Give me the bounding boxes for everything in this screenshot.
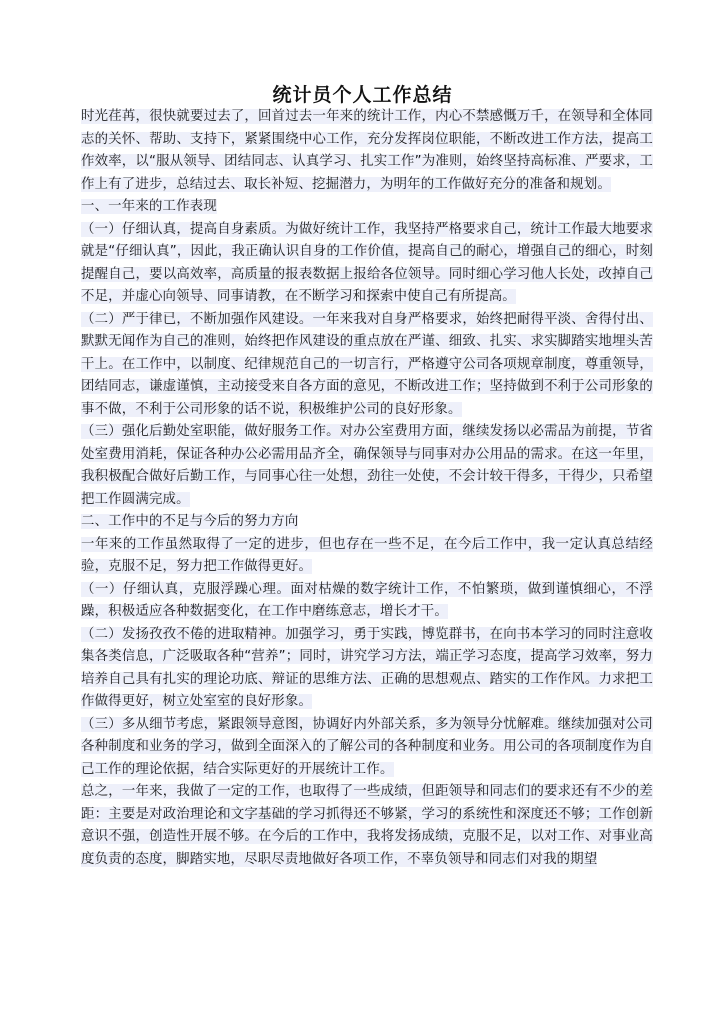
- conclusion-text: 总之，一年来，我做了一定的工作，也取得了一些成绩，但距领导和同志们的要求还有不少的差距：主要是对政治理论和文字基础的学习抓得还不够紧，学习的系统性和深度还不够；工作创新意识不强，创造性开展不够。在今后的工作中，我将发扬成绩，克服不足，以对工作、对事业高度负责的态度，脚踏实地，尽职尽责地做好各项工作，不辜负领导和同志们对我的期望: [81, 784, 653, 867]
- intro-text: 时光荏苒，很快就要过去了，回首过去一年来的统计工作，内心不禁感慨万千，在领导和全体同志的关怀、帮助、支持下，紧紧围绕中心工作，充分发挥岗位职能，不断改进工作方法，提高工作效率，以“服从领导、团结同志、认真学习、扎实工作”为准则，始终坚持高标准、严要求，工作上有了进步，总结过去、取长补短、挖掘潜力，为明年的工作做好充分的准备和规划。: [81, 109, 653, 192]
- paragraph-2-intro-text: 一年来的工作虽然取得了一定的进步，但也存在一些不足，在今后工作中，我一定认真总结经验，克服不足，努力把工作做得更好。: [81, 536, 653, 574]
- section-heading-1-text: 一、一年来的工作表现: [81, 199, 217, 214]
- paragraph-1-2-text: （二）严于律已，不断加强作风建设。一年来我对自身严格要求，始终把耐得平淡、舍得付出、默默无闻作为自己的准则，始终把作风建设的重点放在严谨、细致、扎实、求实脚踏实地埋头苦干上。在工作中，以制度、纪律规范自己的一切言行，严格遵守公司各项规章制度，尊重领导，团结同志，谦虚谨慎，主动接受来自各方面的意见，不断改进工作；坚持做到不利于公司形象的事不做，不利于公司形象的话不说，积极维护公司的良好形象。: [81, 311, 653, 417]
- paragraph-1-3: [81, 421, 653, 511]
- paragraph-2-intro: [81, 534, 653, 579]
- document-body: [81, 106, 653, 871]
- conclusion-paragraph: [81, 781, 653, 871]
- paragraph-2-3-text: （三）多从细节考虑，紧跟领导意图，协调好内外部关系，多为领导分忧解难。继续加强对公司各种制度和业务的学习，做到全面深入的了解公司的各种制度和业务。用公司的各项制度作为自己工作的理论依据，结合实际更好的开展统计工作。: [81, 716, 653, 777]
- section-heading-1: [81, 196, 653, 219]
- paragraph-2-2: [81, 624, 653, 714]
- paragraph-1-1: [81, 219, 653, 309]
- intro-paragraph: [81, 106, 653, 196]
- paragraph-1-2: [81, 309, 653, 422]
- section-heading-2: [81, 511, 653, 534]
- paragraph-1-3-text: （三）强化后勤处室职能，做好服务工作。对办公室费用方面，继续发扬以必需品为前提，节省处室费用消耗，保证各种办公必需用品齐全，确保领导与同事对办公用品的需求。在这一年里，我积极配合做好后勤工作，与同事心往一处想，劲往一处使，不会计较干得多，干得少，只希望把工作圆满完成。: [81, 424, 653, 507]
- paragraph-1-1-text: （一）仔细认真，提高自身素质。为做好统计工作，我坚持严格要求自己，统计工作最大地要求就是“仔细认真”，因此，我正确认识自身的工作价值，提高自己的耐心，增强自己的细心，时刻提醒自己，要以高效率，高质量的报表数据上报给各位领导。同时细心学习他人长处，改掉自己不足，并虚心向领导、同事请教，在不断学习和探索中使自己有所提高。: [81, 221, 653, 304]
- paragraph-2-3: [81, 714, 653, 782]
- section-heading-2-text: 二、工作中的不足与今后的努力方向: [81, 514, 299, 529]
- page-title: 统计员个人工作总结: [272, 84, 453, 106]
- paragraph-2-1-text: （一）仔细认真，克服浮躁心理。面对枯燥的数字统计工作，不怕繁琐，做到谨慎细心，不浮躁，积极适应各种数据变化，在工作中磨练意志，增长才干。: [81, 581, 653, 619]
- paragraph-2-1: [81, 579, 653, 624]
- paragraph-2-2-text: （二）发扬孜孜不倦的进取精神。加强学习，勇于实践，博览群书，在向书本学习的同时注意收集各类信息，广泛吸取各种“营养”；同时，讲究学习方法，端正学习态度，提高学习效率，努力培养自己具有扎实的理论功底、辩证的思维方法、正确的思想观点、踏实的工作作风。力求把工作做得更好，树立处室室的良好形象。: [81, 626, 653, 709]
